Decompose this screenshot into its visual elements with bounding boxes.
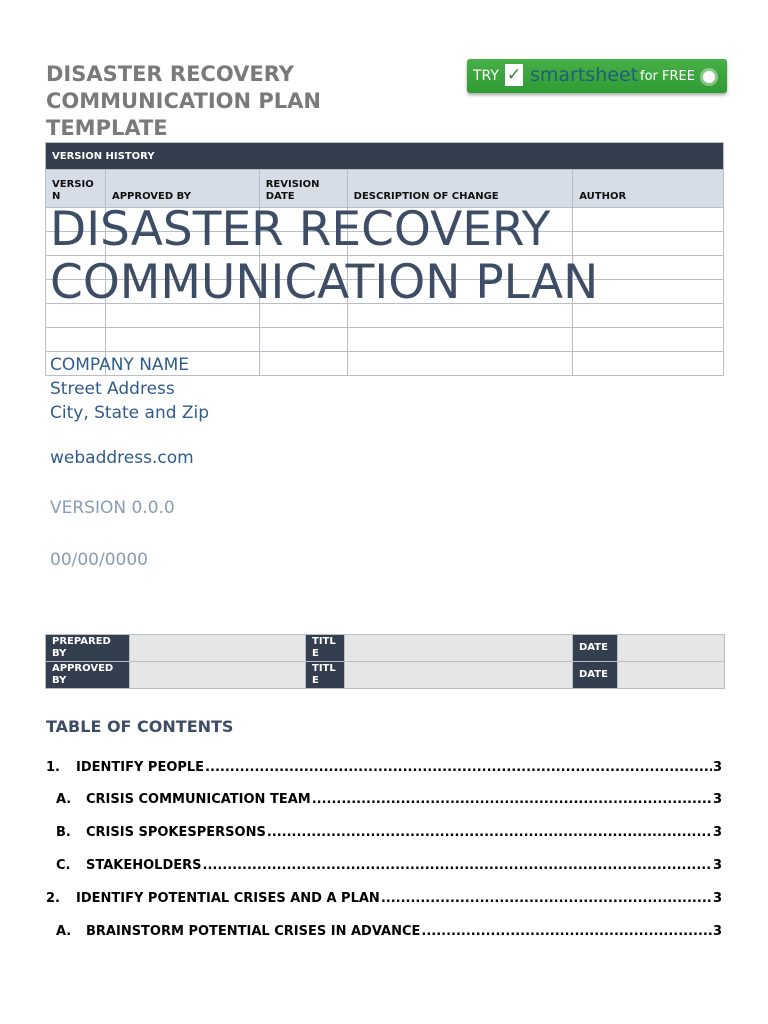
toc-entry[interactable] bbox=[46, 760, 722, 775]
toc-entry-number: A. bbox=[56, 924, 72, 939]
toc-entry[interactable] bbox=[56, 858, 722, 873]
version-history-heading: VERSION HISTORY bbox=[46, 143, 724, 170]
title-label-line: TITL bbox=[312, 663, 336, 674]
table-cell[interactable] bbox=[573, 328, 724, 352]
signature-table bbox=[45, 634, 725, 689]
cover-title-line: DISASTER RECOVERY bbox=[50, 202, 551, 257]
title-label-line: TITL bbox=[312, 636, 336, 647]
toc-leader bbox=[312, 792, 712, 807]
column-header-revision-date-line: REVISION bbox=[265, 179, 320, 190]
date-field[interactable] bbox=[618, 635, 725, 662]
toc-leader bbox=[205, 760, 712, 775]
table-cell[interactable] bbox=[46, 328, 106, 352]
toc-title: TABLE OF CONTENTS bbox=[46, 717, 234, 736]
date-field[interactable] bbox=[618, 662, 725, 689]
column-header-author: AUTHOR bbox=[573, 170, 724, 208]
toc-entry-text: CRISIS SPOKESPERSONS bbox=[86, 825, 266, 840]
try-smartsheet-banner[interactable] bbox=[467, 59, 727, 93]
toc-entry-page: 3 bbox=[712, 825, 722, 840]
prepared-by-label bbox=[46, 635, 130, 662]
toc-entry-page: 3 bbox=[712, 924, 722, 939]
street-address: Street Address bbox=[50, 379, 175, 399]
toc-leader bbox=[203, 858, 712, 873]
toc-entry-number: A. bbox=[56, 792, 72, 807]
column-header-revision-date-line: DATE bbox=[265, 191, 295, 202]
document-date: 00/00/0000 bbox=[50, 550, 148, 570]
toc-entry[interactable] bbox=[56, 924, 722, 939]
pointer-hand-icon bbox=[703, 71, 715, 83]
toc-entry-number: 1. bbox=[46, 760, 60, 775]
approved-by-field[interactable] bbox=[130, 662, 306, 689]
table-row bbox=[46, 635, 725, 662]
prepared-by-field[interactable] bbox=[130, 635, 306, 662]
document-title-line: COMMUNICATION PLAN bbox=[46, 89, 322, 113]
date-label: DATE bbox=[573, 662, 618, 689]
document-title-line: TEMPLATE bbox=[46, 116, 168, 140]
prepared-by-line: PREPARED bbox=[52, 636, 111, 647]
web-address[interactable]: webaddress.com bbox=[50, 448, 194, 468]
cover-title bbox=[50, 203, 598, 309]
document-title bbox=[46, 61, 376, 142]
toc-entry-text: STAKEHOLDERS bbox=[86, 858, 202, 873]
version-number: VERSION 0.0.0 bbox=[50, 498, 175, 518]
toc-entry-page: 3 bbox=[712, 858, 722, 873]
cover-title-line: COMMUNICATION PLAN bbox=[50, 255, 599, 310]
banner-try-label: TRY bbox=[473, 68, 499, 84]
prepared-by-line: BY bbox=[52, 648, 67, 659]
title-label-line: E bbox=[312, 675, 319, 686]
toc-entry-text: IDENTIFY POTENTIAL CRISES AND A PLAN bbox=[76, 891, 380, 906]
toc-entry-page: 3 bbox=[712, 891, 722, 906]
table-row bbox=[46, 662, 725, 689]
toc-leader bbox=[381, 891, 712, 906]
toc-entry[interactable] bbox=[56, 792, 722, 807]
approved-by-line: BY bbox=[52, 675, 67, 686]
banner-free-label: for FREE bbox=[640, 69, 695, 84]
column-header-version-line: N bbox=[52, 191, 61, 202]
toc-leader bbox=[421, 924, 712, 939]
toc-entry-number: C. bbox=[56, 858, 71, 873]
title-field[interactable] bbox=[345, 662, 573, 689]
city-state-zip: City, State and Zip bbox=[50, 403, 210, 423]
toc-entry[interactable] bbox=[56, 825, 722, 840]
toc-entry-number: 2. bbox=[46, 891, 60, 906]
title-label-line: E bbox=[312, 648, 319, 659]
table-cell[interactable] bbox=[347, 328, 573, 352]
table-cell[interactable] bbox=[259, 352, 347, 376]
title-field[interactable] bbox=[345, 635, 573, 662]
toc-entry-text: IDENTIFY PEOPLE bbox=[76, 760, 205, 775]
title-label bbox=[306, 635, 345, 662]
table-cell[interactable] bbox=[259, 328, 347, 352]
toc-entry-text: BRAINSTORM POTENTIAL CRISES IN ADVANCE bbox=[86, 924, 421, 939]
date-label: DATE bbox=[573, 635, 618, 662]
toc-entry-page: 3 bbox=[712, 792, 722, 807]
toc-entry-page: 3 bbox=[712, 760, 722, 775]
table-cell[interactable] bbox=[105, 328, 259, 352]
column-header-version-line: VERSIO bbox=[52, 179, 94, 190]
approved-by-line: APPROVED bbox=[52, 663, 114, 674]
column-header-approved-by: APPROVED BY bbox=[105, 170, 259, 208]
document-title-line: DISASTER RECOVERY bbox=[46, 62, 294, 86]
company-block bbox=[50, 353, 209, 425]
company-name: COMPANY NAME bbox=[50, 355, 189, 375]
title-label bbox=[306, 662, 345, 689]
toc-entry-text: CRISIS COMMUNICATION TEAM bbox=[86, 792, 311, 807]
table-row bbox=[46, 328, 724, 352]
toc-entry-number: B. bbox=[56, 825, 71, 840]
toc-entry[interactable] bbox=[46, 891, 722, 906]
checkmark-icon: ✓ bbox=[506, 65, 522, 85]
toc-leader bbox=[267, 825, 712, 840]
column-header-description: DESCRIPTION OF CHANGE bbox=[347, 170, 573, 208]
smartsheet-logo: smartsheet bbox=[530, 64, 639, 86]
table-cell[interactable] bbox=[573, 352, 724, 376]
table-cell[interactable] bbox=[347, 352, 573, 376]
approved-by-label bbox=[46, 662, 130, 689]
